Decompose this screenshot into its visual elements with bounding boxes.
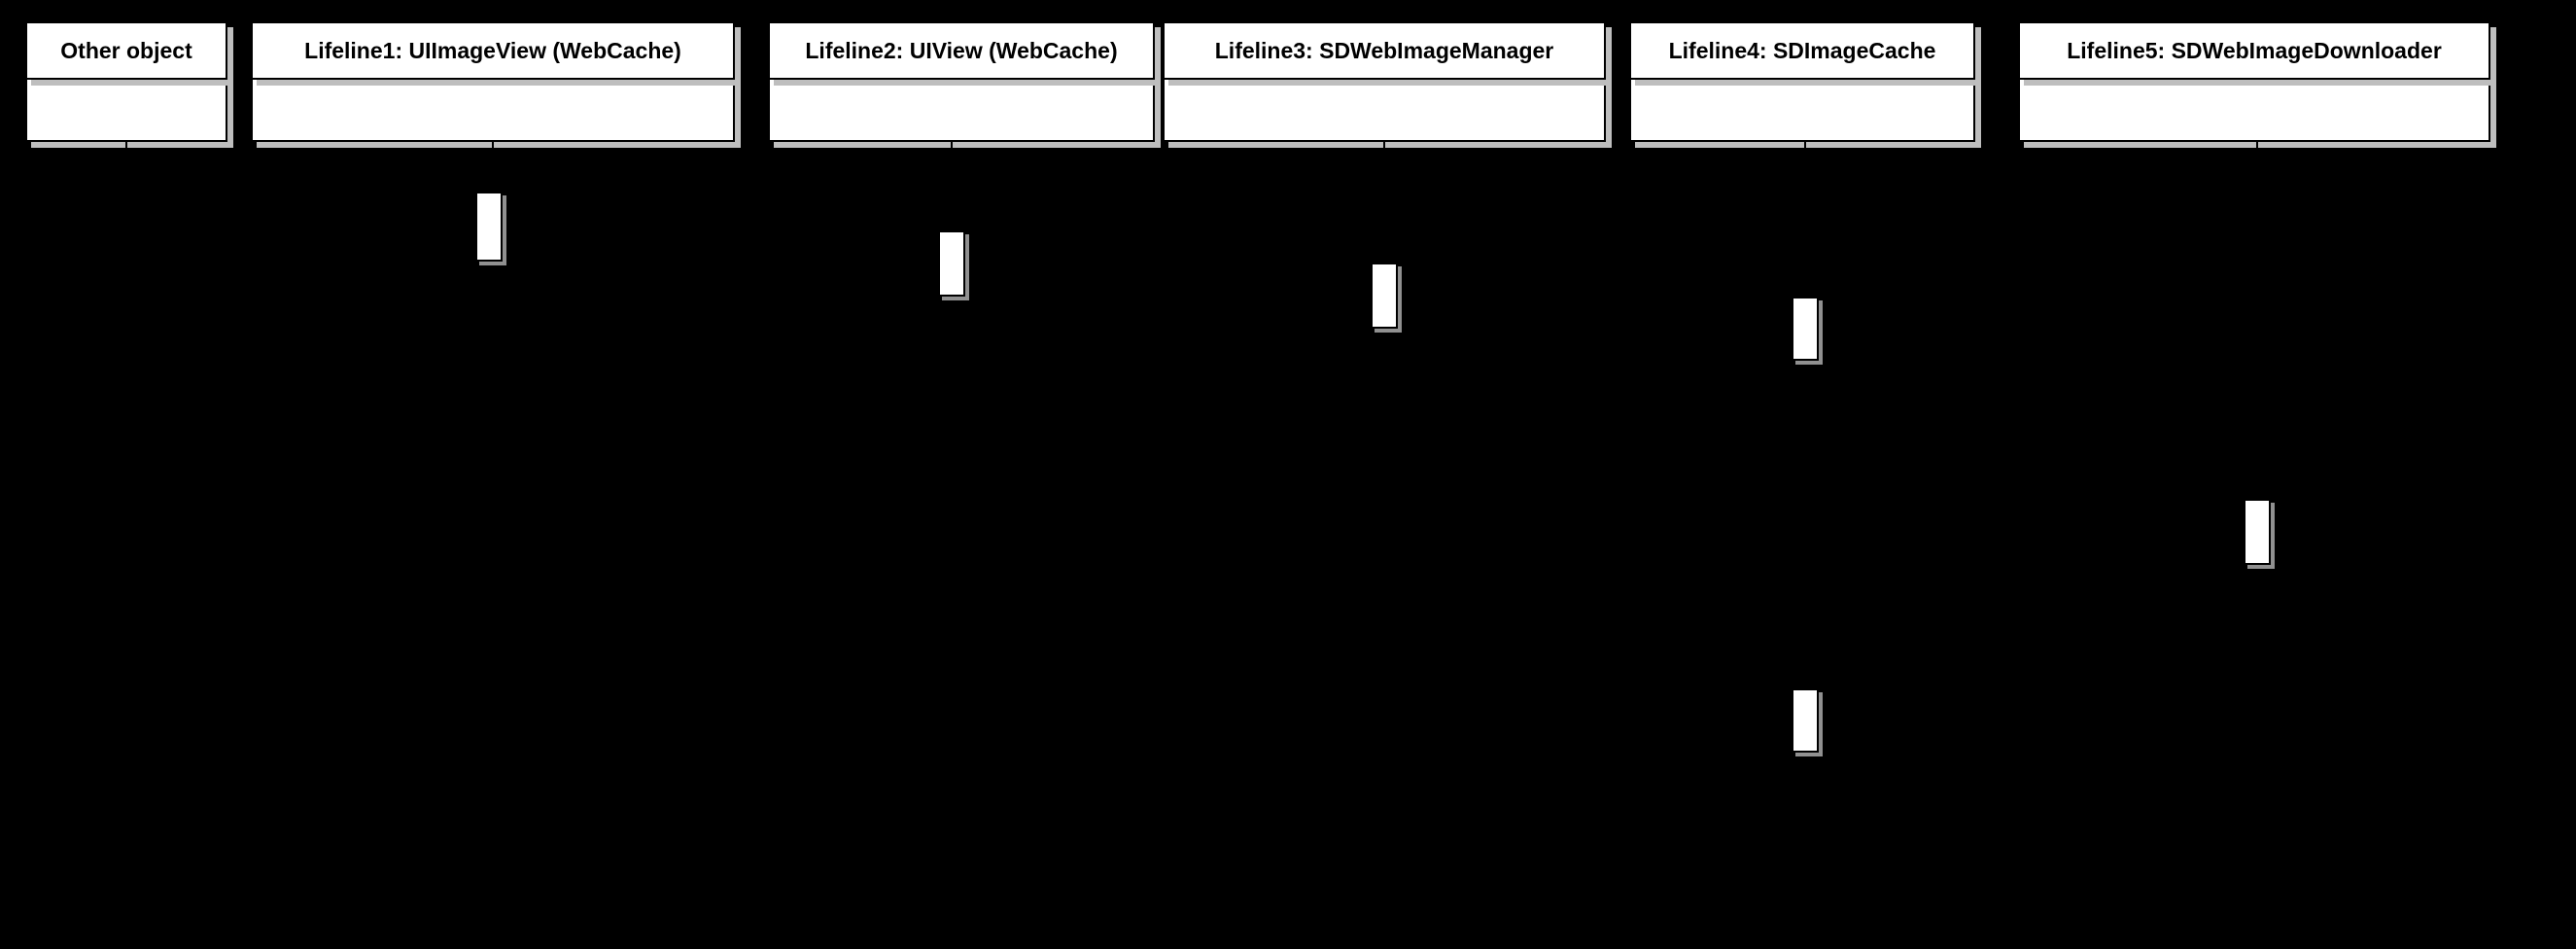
lifeline-base-lifeline3 [1163, 80, 1606, 142]
activation-bar-lifeline5-1 [2244, 499, 2271, 565]
activation-bar-lifeline4-2 [1792, 688, 1819, 753]
lifeline-label-lifeline5: Lifeline5: SDWebImageDownloader [2067, 37, 2442, 63]
activation-bar-lifeline2-1 [938, 230, 965, 297]
lifeline-head-lifeline1[interactable] [251, 21, 735, 80]
lifeline-label-other: Other object [60, 37, 192, 63]
lifeline-base-lifeline1 [251, 80, 735, 142]
activation-bar-lifeline4-1 [1792, 297, 1819, 361]
lifeline-axis-lifeline1 [492, 142, 494, 949]
lifeline-head-lifeline4[interactable] [1629, 21, 1975, 80]
lifeline-label-lifeline2: Lifeline2: UIView (WebCache) [805, 37, 1118, 63]
lifeline-axis-other [125, 142, 127, 949]
lifeline-head-lifeline5[interactable] [2018, 21, 2490, 80]
lifeline-base-other [25, 80, 227, 142]
lifeline-head-lifeline2[interactable] [768, 21, 1155, 80]
lifeline-axis-lifeline4 [1804, 142, 1806, 949]
lifeline-label-lifeline1: Lifeline1: UIImageView (WebCache) [304, 37, 681, 63]
lifeline-head-other[interactable] [25, 21, 227, 80]
lifeline-base-lifeline5 [2018, 80, 2490, 142]
lifeline-label-lifeline4: Lifeline4: SDImageCache [1668, 37, 1936, 63]
activation-bar-lifeline3-1 [1371, 263, 1398, 329]
lifeline-label-lifeline3: Lifeline3: SDWebImageManager [1214, 37, 1554, 63]
activation-bar-lifeline1-1 [475, 192, 503, 262]
lifeline-head-lifeline3[interactable] [1163, 21, 1606, 80]
lifeline-base-lifeline4 [1629, 80, 1975, 142]
lifeline-base-lifeline2 [768, 80, 1155, 142]
